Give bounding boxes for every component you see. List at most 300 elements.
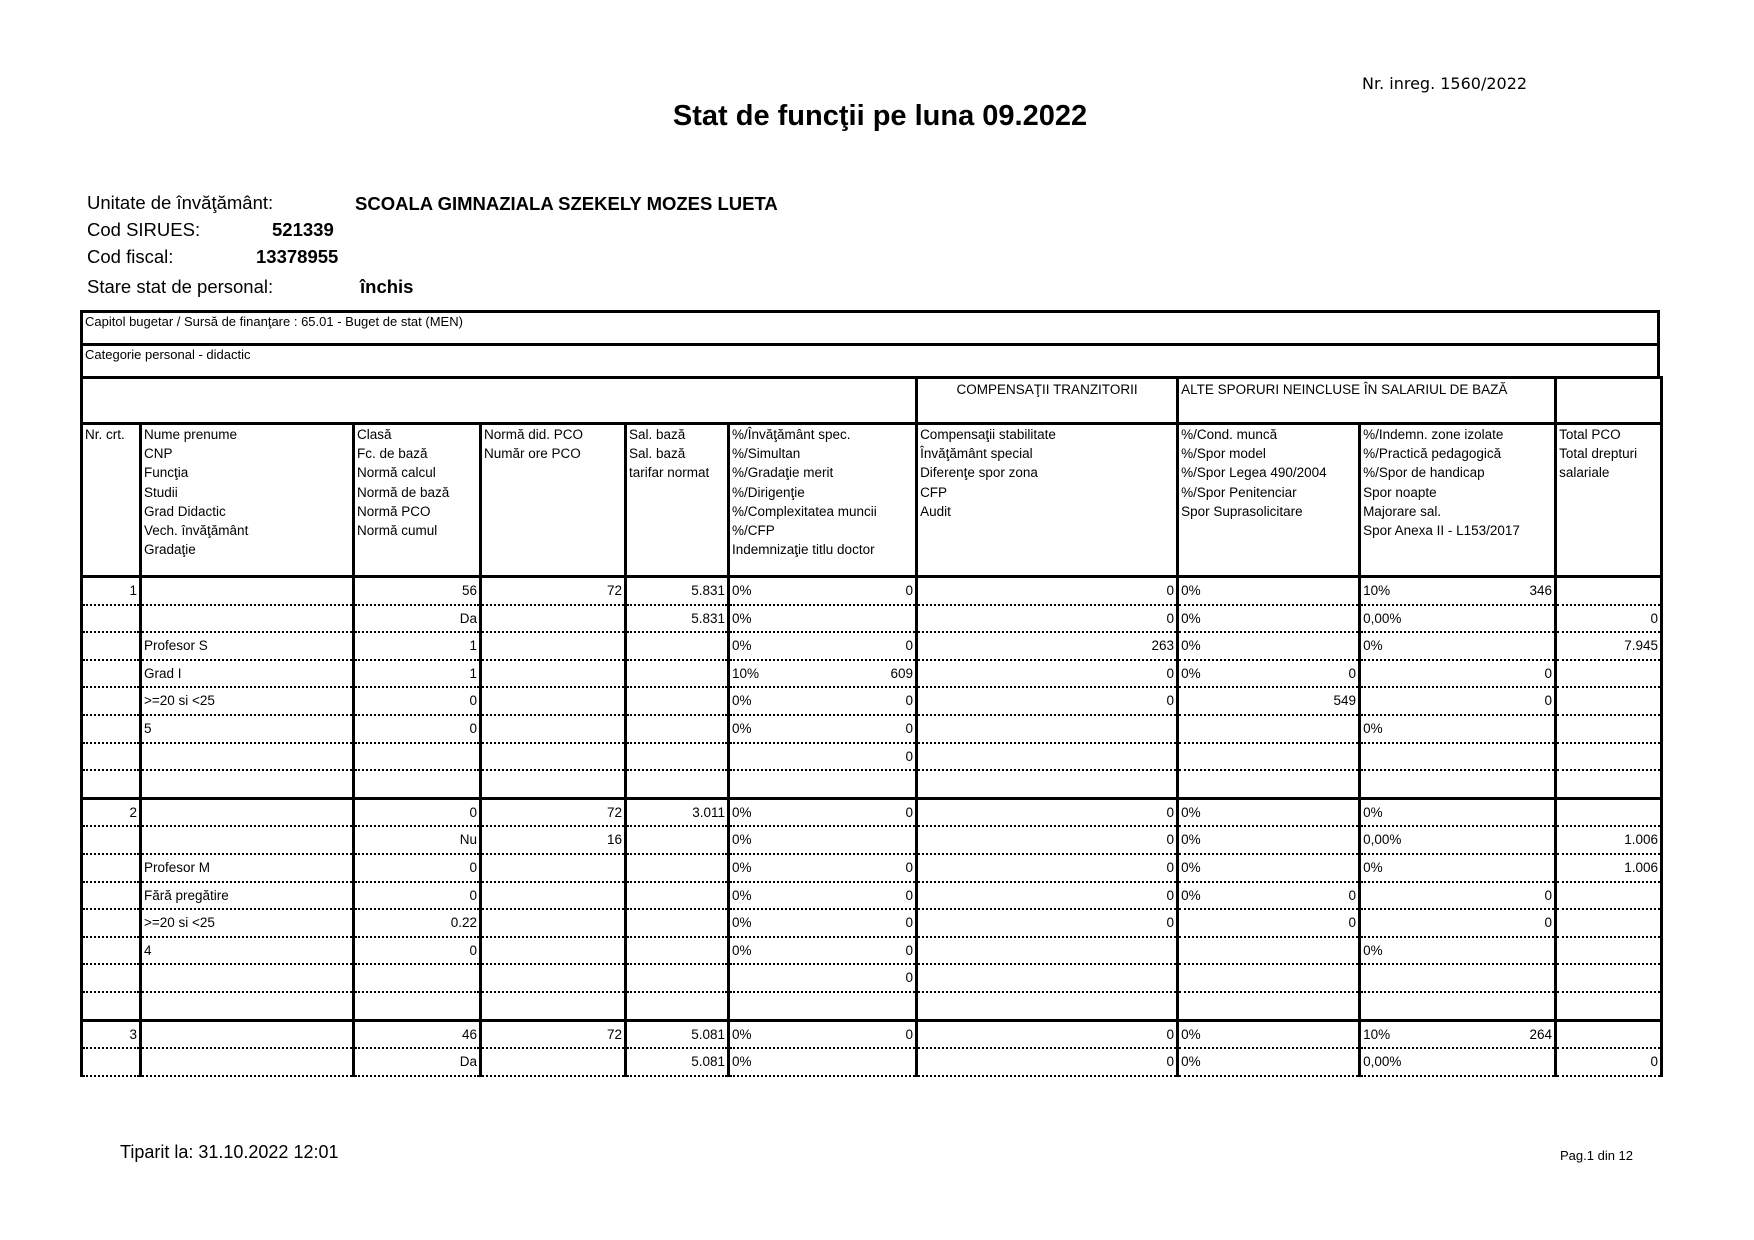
sirues-label: Cod SIRUES: bbox=[87, 219, 201, 240]
cell-cond-percent: 0% bbox=[1181, 1054, 1201, 1070]
cell-total bbox=[1556, 715, 1662, 743]
cell-cond-pair bbox=[1181, 883, 1356, 908]
cell-indemn bbox=[1360, 854, 1556, 882]
cell-sporuri-pair bbox=[732, 1022, 913, 1047]
table-row bbox=[82, 577, 1662, 605]
cell-name-function bbox=[141, 770, 354, 798]
cell-sporuri-value: 0 bbox=[905, 1026, 914, 1042]
column-header-line: %/CFP bbox=[732, 523, 775, 539]
category-line: Categorie personal - didactic bbox=[80, 343, 1660, 376]
column-header-line: Spor noapte bbox=[1363, 484, 1437, 500]
column-header-line: Nume prenume bbox=[144, 427, 238, 442]
cell-indemn-value: 0 bbox=[1544, 693, 1553, 709]
row-number bbox=[82, 937, 141, 965]
table-row bbox=[82, 826, 1662, 854]
column-header-line: Total PCO bbox=[1559, 427, 1621, 442]
cell-name-function bbox=[141, 743, 354, 771]
cell-sporuri-pair bbox=[732, 883, 913, 908]
cell-indemn-pair bbox=[1363, 938, 1552, 963]
cell-cond-munca bbox=[1178, 826, 1360, 854]
cell-indemn bbox=[1360, 632, 1556, 660]
cell-sal-baza: 5.081 bbox=[626, 1048, 729, 1076]
cell-sporuri-value: 0 bbox=[905, 583, 914, 598]
cell-clasa: 1 bbox=[354, 660, 481, 688]
cell-sporuri-value: 0 bbox=[905, 859, 914, 875]
row-number bbox=[82, 992, 141, 1020]
cell-cond-pair bbox=[1181, 1049, 1356, 1074]
cell-indemn-percent: 0% bbox=[1363, 859, 1383, 875]
cell-total: 1.006 bbox=[1556, 826, 1662, 854]
table-row bbox=[82, 854, 1662, 882]
cell-indemn bbox=[1360, 798, 1556, 826]
cell-sporuri-percent: 0% bbox=[732, 832, 752, 848]
staff-grid bbox=[80, 376, 1663, 1077]
cell-indemn bbox=[1360, 1048, 1556, 1076]
cell-name-function bbox=[141, 826, 354, 854]
column-header-line: Normă de bază bbox=[357, 484, 450, 500]
cell-indemn-percent: 0,00% bbox=[1363, 1054, 1402, 1070]
row-number bbox=[82, 687, 141, 715]
row-number: 2 bbox=[82, 798, 141, 826]
column-header-line: %/Gradaţie merit bbox=[732, 465, 834, 481]
registration-number: Nr. inreg. 1560/2022 bbox=[1362, 74, 1528, 93]
column-header-line: %/Spor Penitenciar bbox=[1181, 484, 1297, 500]
cell-cond-value: 549 bbox=[1333, 693, 1357, 709]
cell-sporuri-value: 0 bbox=[905, 804, 914, 820]
cell-compensatii bbox=[917, 770, 1178, 798]
cell-clasa bbox=[354, 743, 481, 771]
cell-sporuri-pair bbox=[732, 855, 913, 880]
cell-cond-pair bbox=[1181, 827, 1356, 852]
cell-norma-pco bbox=[481, 964, 626, 992]
group-header-alte-sporuri: ALTE SPORURI NEINCLUSE ÎN SALARIUL DE BAZĂ bbox=[1178, 378, 1556, 424]
cell-cond-pair bbox=[1181, 1022, 1356, 1047]
table-row bbox=[82, 743, 1662, 771]
cell-sporuri bbox=[729, 605, 917, 633]
cell-cond-munca bbox=[1178, 992, 1360, 1020]
column-header-line: %/Indemn. zone izolate bbox=[1363, 427, 1504, 442]
cell-cond-munca bbox=[1178, 882, 1360, 910]
cell-cond-munca bbox=[1178, 687, 1360, 715]
table-row bbox=[82, 660, 1662, 688]
cell-sporuri-percent: 0% bbox=[732, 720, 752, 736]
cell-total bbox=[1556, 770, 1662, 798]
column-header-line: Fc. de bază bbox=[357, 446, 428, 462]
cell-compensatii: 0 bbox=[917, 687, 1178, 715]
cell-cond-munca bbox=[1178, 937, 1360, 965]
cell-total bbox=[1556, 798, 1662, 826]
table-row bbox=[82, 798, 1662, 826]
cell-compensatii: 0 bbox=[917, 660, 1178, 688]
cell-indemn-percent: 0,00% bbox=[1363, 832, 1402, 848]
column-header-line: %/Complexitatea muncii bbox=[732, 503, 877, 519]
cell-sporuri bbox=[729, 909, 917, 937]
cell-compensatii bbox=[917, 937, 1178, 965]
cell-norma-pco: 72 bbox=[481, 577, 626, 605]
cell-indemn bbox=[1360, 826, 1556, 854]
cell-indemn bbox=[1360, 687, 1556, 715]
cell-indemn-percent: 0% bbox=[1363, 638, 1383, 654]
table-row bbox=[82, 909, 1662, 937]
cell-sal-baza: 5.081 bbox=[626, 1020, 729, 1048]
cell-sporuri bbox=[729, 992, 917, 1020]
cell-cond-munca bbox=[1178, 964, 1360, 992]
column-header-line: %/Cond. muncă bbox=[1181, 427, 1278, 442]
cell-cond-pair bbox=[1181, 606, 1356, 631]
cell-total: 0 bbox=[1556, 605, 1662, 633]
row-number bbox=[82, 770, 141, 798]
cell-sporuri-percent: 10% bbox=[732, 665, 760, 681]
cell-indemn-pair bbox=[1363, 716, 1552, 741]
cell-compensatii: 0 bbox=[917, 1020, 1178, 1048]
cell-norma-pco bbox=[481, 605, 626, 633]
cell-compensatii: 0 bbox=[917, 909, 1178, 937]
column-header-line: salariale bbox=[1559, 465, 1610, 481]
cell-indemn-percent: 0% bbox=[1363, 942, 1383, 958]
cell-sporuri-percent: 0% bbox=[732, 915, 752, 931]
cell-cond-percent: 0% bbox=[1181, 665, 1201, 681]
row-number bbox=[82, 964, 141, 992]
column-header-line: %/Dirigenţie bbox=[732, 484, 805, 500]
cell-clasa: 0.22 bbox=[354, 909, 481, 937]
cell-sal-baza: 5.831 bbox=[626, 577, 729, 605]
cell-cond-munca bbox=[1178, 632, 1360, 660]
table-row bbox=[82, 632, 1662, 660]
cell-sal-baza bbox=[626, 770, 729, 798]
column-header-line: Normă did. PCO bbox=[484, 427, 584, 442]
cell-indemn-percent: 0% bbox=[1363, 720, 1383, 736]
cell-indemn bbox=[1360, 909, 1556, 937]
row-number: 1 bbox=[82, 577, 141, 605]
cell-cond-munca bbox=[1178, 577, 1360, 605]
cell-sporuri bbox=[729, 1020, 917, 1048]
cell-compensatii: 0 bbox=[917, 854, 1178, 882]
table-row bbox=[82, 992, 1662, 1020]
cell-clasa: 56 bbox=[354, 577, 481, 605]
table-row bbox=[82, 687, 1662, 715]
column-header-line: Sal. bază bbox=[629, 427, 686, 442]
cell-name-function: Grad I bbox=[141, 660, 354, 688]
cell-compensatii: 0 bbox=[917, 882, 1178, 910]
column-header bbox=[917, 424, 1178, 577]
row-number bbox=[82, 826, 141, 854]
cell-sal-baza bbox=[626, 992, 729, 1020]
cell-indemn-value: 0 bbox=[1544, 887, 1553, 903]
cell-total bbox=[1556, 992, 1662, 1020]
cell-cond-value: 0 bbox=[1348, 665, 1357, 681]
cell-sal-baza bbox=[626, 743, 729, 771]
cell-name-function bbox=[141, 992, 354, 1020]
cell-name-function bbox=[141, 798, 354, 826]
cell-indemn-pair bbox=[1363, 910, 1552, 935]
cell-sporuri bbox=[729, 1048, 917, 1076]
cell-sporuri-value: 0 bbox=[905, 748, 914, 764]
table-row bbox=[82, 605, 1662, 633]
cell-sal-baza bbox=[626, 937, 729, 965]
cell-compensatii bbox=[917, 964, 1178, 992]
cell-sporuri-percent: 0% bbox=[732, 610, 752, 626]
cell-clasa: 0 bbox=[354, 882, 481, 910]
column-header-line: Indemnizaţie titlu doctor bbox=[732, 542, 875, 558]
unit-label: Unitate de învăţământ: bbox=[87, 192, 274, 213]
cell-sporuri-percent: 0% bbox=[732, 583, 752, 598]
cell-indemn bbox=[1360, 660, 1556, 688]
cell-sporuri-pair bbox=[732, 688, 913, 713]
cell-sporuri bbox=[729, 854, 917, 882]
cell-sal-baza bbox=[626, 909, 729, 937]
cell-clasa bbox=[354, 992, 481, 1020]
column-header-line: Învăţământ special bbox=[920, 446, 1033, 462]
cell-cond-pair bbox=[1181, 855, 1356, 880]
cell-sal-baza bbox=[626, 687, 729, 715]
cell-indemn-pair bbox=[1363, 827, 1552, 852]
cell-sporuri-pair bbox=[732, 938, 913, 963]
column-header-line: Majorare sal. bbox=[1363, 503, 1442, 519]
cell-indemn bbox=[1360, 937, 1556, 965]
column-header bbox=[82, 424, 141, 577]
cell-norma-pco bbox=[481, 770, 626, 798]
fiscal-value: 13378955 bbox=[256, 246, 339, 267]
cell-clasa: Da bbox=[354, 605, 481, 633]
cell-cond-percent: 0% bbox=[1181, 859, 1201, 875]
cell-norma-pco bbox=[481, 687, 626, 715]
cell-sporuri bbox=[729, 770, 917, 798]
cell-sporuri-value: 0 bbox=[905, 887, 914, 903]
cell-clasa: 0 bbox=[354, 937, 481, 965]
cell-sal-baza bbox=[626, 854, 729, 882]
cell-indemn-pair bbox=[1363, 883, 1552, 908]
column-header-line: %/Spor Legea 490/2004 bbox=[1181, 465, 1327, 481]
budget-line: Capitol bugetar / Sursă de finanţare : 65.01 - Buget de stat (MEN) bbox=[80, 310, 1660, 343]
cell-sporuri-percent: 0% bbox=[732, 1026, 752, 1042]
cell-norma-pco bbox=[481, 632, 626, 660]
cell-sporuri-percent: 0% bbox=[732, 1054, 752, 1070]
cell-compensatii: 0 bbox=[917, 577, 1178, 605]
row-number bbox=[82, 605, 141, 633]
cell-cond-percent: 0% bbox=[1181, 1026, 1201, 1042]
cell-indemn bbox=[1360, 964, 1556, 992]
cell-sporuri bbox=[729, 660, 917, 688]
column-header bbox=[626, 424, 729, 577]
cell-sporuri-pair bbox=[732, 744, 913, 769]
column-header-line: Clasă bbox=[357, 427, 392, 442]
table-row bbox=[82, 1020, 1662, 1048]
column-header-line: %/Simultan bbox=[732, 446, 801, 462]
cell-total bbox=[1556, 660, 1662, 688]
cell-norma-pco bbox=[481, 1048, 626, 1076]
cell-clasa: 0 bbox=[354, 798, 481, 826]
cell-indemn-pair bbox=[1363, 855, 1552, 880]
row-number bbox=[82, 882, 141, 910]
cell-cond-munca bbox=[1178, 605, 1360, 633]
column-header bbox=[1360, 424, 1556, 577]
cell-cond-munca bbox=[1178, 1020, 1360, 1048]
column-header bbox=[481, 424, 626, 577]
cell-sal-baza bbox=[626, 882, 729, 910]
cell-clasa: 1 bbox=[354, 632, 481, 660]
cell-cond-percent: 0% bbox=[1181, 638, 1201, 654]
cell-total bbox=[1556, 882, 1662, 910]
cell-indemn-percent: 0% bbox=[1363, 804, 1383, 820]
cell-total: 1.006 bbox=[1556, 854, 1662, 882]
group-header-compensatii: COMPENSAŢII TRANZITORII bbox=[917, 378, 1178, 424]
cell-sal-baza bbox=[626, 632, 729, 660]
table-row bbox=[82, 1048, 1662, 1076]
cell-cond-pair bbox=[1181, 910, 1356, 935]
cell-cond-pair bbox=[1181, 688, 1356, 713]
cell-compensatii bbox=[917, 743, 1178, 771]
cell-indemn bbox=[1360, 743, 1556, 771]
cell-clasa bbox=[354, 770, 481, 798]
cell-norma-pco bbox=[481, 854, 626, 882]
cell-indemn-value: 0 bbox=[1544, 665, 1553, 681]
cell-sporuri-percent: 0% bbox=[732, 804, 752, 820]
staff-table bbox=[80, 310, 1660, 1077]
cell-indemn-pair bbox=[1363, 800, 1552, 825]
column-header-line: Studii bbox=[144, 484, 178, 500]
cell-sporuri-pair bbox=[732, 606, 913, 631]
column-header bbox=[354, 424, 481, 577]
column-header-line: Spor Anexa II - L153/2017 bbox=[1363, 523, 1520, 539]
cell-indemn bbox=[1360, 882, 1556, 910]
cell-indemn-pair bbox=[1363, 633, 1552, 658]
cell-norma-pco bbox=[481, 992, 626, 1020]
row-number: 3 bbox=[82, 1020, 141, 1048]
cell-norma-pco bbox=[481, 882, 626, 910]
cell-indemn bbox=[1360, 1020, 1556, 1048]
cell-sporuri-pair bbox=[732, 1049, 913, 1074]
group-header-total bbox=[1556, 378, 1662, 424]
cell-compensatii bbox=[917, 992, 1178, 1020]
cell-sporuri-value: 0 bbox=[905, 638, 914, 654]
cell-name-function: Fără pregătire bbox=[141, 882, 354, 910]
cell-sporuri-value: 0 bbox=[905, 915, 914, 931]
cell-sal-baza: 3.011 bbox=[626, 798, 729, 826]
cell-name-function bbox=[141, 1020, 354, 1048]
cell-total bbox=[1556, 909, 1662, 937]
cell-sal-baza bbox=[626, 964, 729, 992]
cell-cond-value: 0 bbox=[1348, 887, 1357, 903]
cell-sporuri bbox=[729, 798, 917, 826]
cell-cond-percent: 0% bbox=[1181, 583, 1201, 598]
column-header-line: %/Învăţământ spec. bbox=[732, 427, 851, 442]
cell-cond-munca bbox=[1178, 854, 1360, 882]
cell-name-function: Profesor S bbox=[141, 632, 354, 660]
cell-sporuri-percent: 0% bbox=[732, 693, 752, 709]
cell-total: 7.945 bbox=[1556, 632, 1662, 660]
cell-cond-percent: 0% bbox=[1181, 887, 1201, 903]
column-header bbox=[141, 424, 354, 577]
cell-indemn-percent: 10% bbox=[1363, 583, 1391, 598]
column-header-line: %/Spor de handicap bbox=[1363, 465, 1485, 481]
cell-indemn-value: 346 bbox=[1529, 583, 1553, 598]
column-header-line: Normă PCO bbox=[357, 503, 431, 519]
row-number bbox=[82, 743, 141, 771]
status-value: închis bbox=[360, 276, 414, 297]
group-header-row bbox=[82, 378, 1662, 424]
cell-sporuri-pair bbox=[732, 716, 913, 741]
cell-clasa bbox=[354, 964, 481, 992]
cell-norma-pco: 72 bbox=[481, 1020, 626, 1048]
cell-sporuri-pair bbox=[732, 910, 913, 935]
cell-indemn-percent: 0,00% bbox=[1363, 610, 1402, 626]
cell-indemn bbox=[1360, 605, 1556, 633]
column-header-line: Sal. bază bbox=[629, 446, 686, 462]
cell-sporuri-pair bbox=[732, 800, 913, 825]
cell-indemn bbox=[1360, 992, 1556, 1020]
cell-compensatii: 0 bbox=[917, 605, 1178, 633]
cell-clasa: 0 bbox=[354, 687, 481, 715]
cell-compensatii: 0 bbox=[917, 798, 1178, 826]
cell-sporuri bbox=[729, 826, 917, 854]
cell-sporuri bbox=[729, 937, 917, 965]
cell-cond-munca bbox=[1178, 1048, 1360, 1076]
cell-sporuri-pair bbox=[732, 633, 913, 658]
cell-name-function bbox=[141, 1048, 354, 1076]
column-header-line: Funcţia bbox=[144, 465, 189, 481]
cell-name-function bbox=[141, 964, 354, 992]
cell-sporuri bbox=[729, 687, 917, 715]
table-row bbox=[82, 937, 1662, 965]
cell-name-function: Profesor M bbox=[141, 854, 354, 882]
cell-sporuri-value: 609 bbox=[890, 665, 914, 681]
column-header-line: Normă calcul bbox=[357, 465, 436, 481]
cell-sporuri-value: 0 bbox=[905, 970, 914, 986]
cell-sporuri-percent: 0% bbox=[732, 887, 752, 903]
cell-cond-munca bbox=[1178, 909, 1360, 937]
cell-sporuri bbox=[729, 743, 917, 771]
column-header-line: %/Practică pedagogică bbox=[1363, 446, 1502, 462]
cell-indemn-pair bbox=[1363, 578, 1552, 603]
column-header-row bbox=[82, 424, 1662, 577]
cell-sporuri-pair bbox=[732, 827, 913, 852]
column-header-line: Diferenţe spor zona bbox=[920, 465, 1038, 481]
sirues-value: 521339 bbox=[272, 219, 334, 240]
cell-cond-pair bbox=[1181, 578, 1356, 603]
column-header-line: Nr. crt. bbox=[85, 427, 125, 442]
column-header-line: CFP bbox=[920, 484, 948, 500]
cell-norma-pco bbox=[481, 909, 626, 937]
cell-sal-baza bbox=[626, 660, 729, 688]
cell-norma-pco bbox=[481, 660, 626, 688]
cell-indemn-value: 264 bbox=[1529, 1026, 1553, 1042]
cell-total bbox=[1556, 687, 1662, 715]
column-header bbox=[1556, 424, 1662, 577]
cell-sporuri-pair bbox=[732, 661, 913, 686]
cell-sporuri-percent: 0% bbox=[732, 942, 752, 958]
column-header bbox=[1178, 424, 1360, 577]
cell-clasa: 0 bbox=[354, 854, 481, 882]
column-header-line: Vech. învăţământ bbox=[144, 523, 249, 539]
cell-total bbox=[1556, 577, 1662, 605]
cell-total bbox=[1556, 743, 1662, 771]
cell-indemn bbox=[1360, 715, 1556, 743]
column-header-line: CNP bbox=[144, 446, 173, 462]
row-number bbox=[82, 715, 141, 743]
cell-compensatii bbox=[917, 715, 1178, 743]
column-header-line: Normă cumul bbox=[357, 523, 438, 539]
cell-sporuri-pair bbox=[732, 965, 913, 990]
cell-norma-pco bbox=[481, 715, 626, 743]
table-row bbox=[82, 770, 1662, 798]
cell-norma-pco bbox=[481, 937, 626, 965]
group-header-empty bbox=[82, 378, 917, 424]
cell-total: 0 bbox=[1556, 1048, 1662, 1076]
cell-sporuri bbox=[729, 632, 917, 660]
cell-cond-percent: 0% bbox=[1181, 832, 1201, 848]
column-header-line: Compensaţii stabilitate bbox=[920, 427, 1056, 442]
cell-clasa: 0 bbox=[354, 715, 481, 743]
